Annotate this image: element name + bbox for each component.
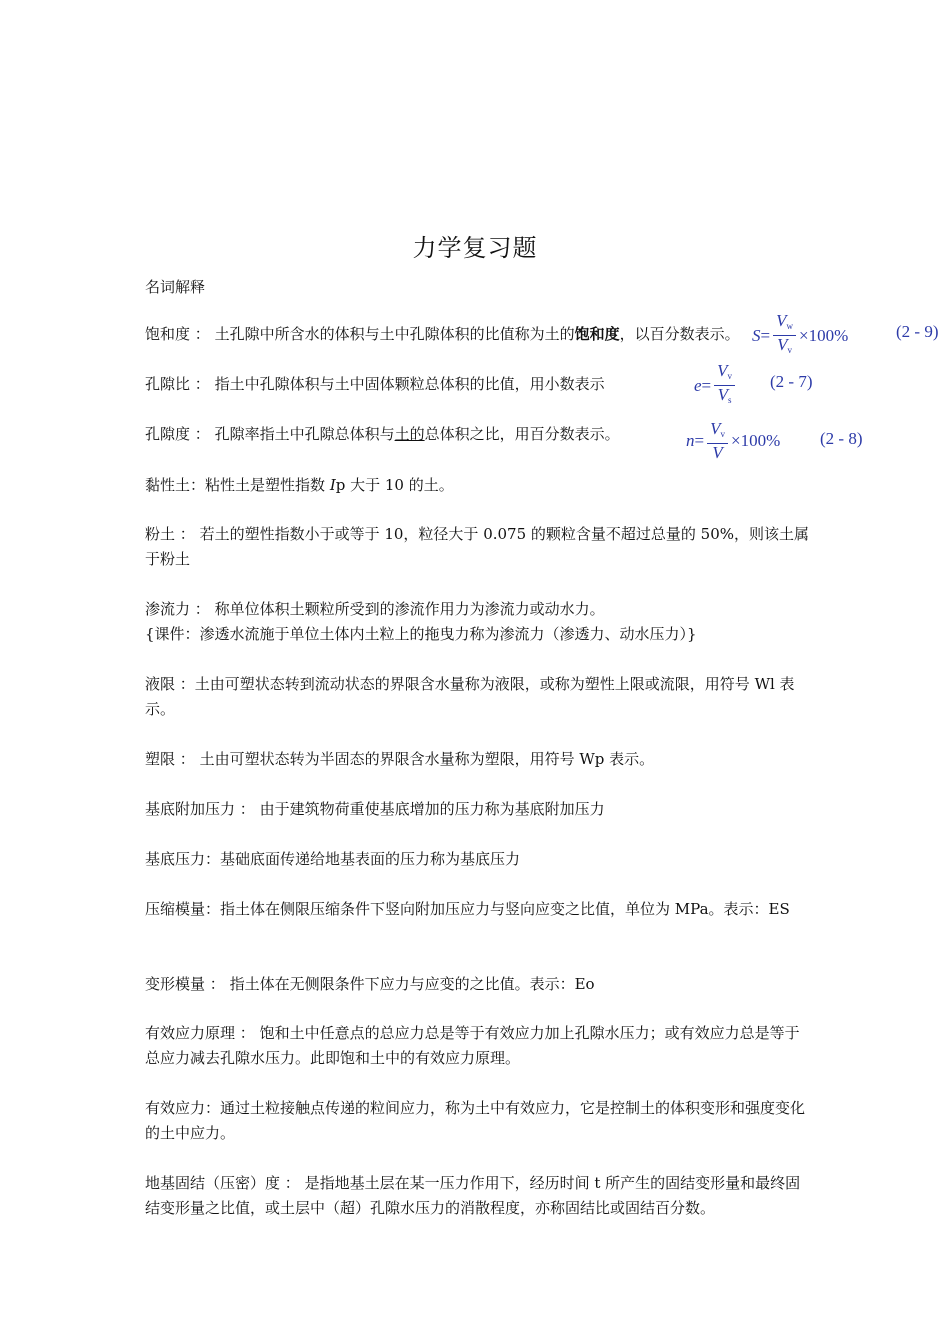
term: 液限 (145, 675, 176, 693)
formula-saturation: S = $\frac{V_w}{V_v}$ ×100% (752, 312, 848, 359)
formula-void-ratio: e = $\frac{V_v}{V_s}$ (694, 362, 738, 409)
term: 塑限 (145, 750, 176, 768)
page-title: 力学复习题 (412, 234, 538, 262)
term: 孔隙度 (145, 425, 191, 443)
underlined-text: 土的 (394, 425, 425, 443)
term: 地基固结（压密）度 (145, 1174, 281, 1192)
term: 压缩模量 (145, 900, 206, 918)
entry-consolidation-degree: 地基固结（压密）度 ： 是指地基土层在某一压力作用下，经历时间 t 所产生的固结变形量和最终固结变形量之比值，或土层中（超）孔隙水压力的消散程度，亦称固结比或固结百分数。 (145, 1174, 801, 1217)
fraction: $\frac{V_v}{V_s}$ (714, 362, 735, 409)
entry-effective-stress: 有效应力：通过土粒接触点传递的粒间应力，称为土中有效应力，它是控制土的体积变形和强度变化的土中应力。 (145, 1099, 806, 1142)
term: 基底附加压力 (145, 800, 236, 818)
term: 有效应力 (145, 1099, 206, 1117)
entry-cohesive-soil: 黏性土：粘性土是塑性指数 Ip 大于 10 的土。 (145, 476, 454, 494)
bold-term: 饱和度 (574, 325, 620, 343)
equation-number: (2 - 8) (820, 429, 863, 448)
term: 变形模量 (145, 975, 206, 993)
entry-liquid-limit: 液限 ：土由可塑状态转到流动状态的界限含水量称为液限，或称为塑性上限或流限，用符号 Wl 表示。 (145, 675, 795, 718)
equation-number: (2 - 7) (770, 372, 813, 391)
entry-deformation-modulus: 变形模量 ： 指土体在无侧限条件下应力与应变的之比值。表示：Eo (145, 975, 595, 993)
term: 有效应力原理 (145, 1024, 236, 1042)
entry-plastic-limit: 塑限 ： 土由可塑状态转为半固态的界限含水量称为塑限，用符号 Wp 表示。 (145, 750, 655, 768)
term: 饱和度 (145, 325, 191, 343)
entry-base-pressure: 基底压力：基础底面传递给地基表面的压力称为基底压力 (145, 850, 521, 868)
entry-porosity: 孔隙度 ： 孔隙率指土中孔隙总体积与土的总体积之比，用百分数表示。 (145, 425, 620, 443)
term: 基底压力 (145, 850, 206, 868)
term: 孔隙比 (145, 375, 191, 393)
formula-porosity: n = $\frac{V_v}{V}$ ×100% (686, 419, 781, 462)
entry-effective-stress-principle: 有效应力原理 ： 饱和土中任意点的总应力总是等于有效应力加上孔隙水压力；或有效应力总是等于总应力减去孔隙水压力。此即饱和土中的有效应力原理。 (145, 1024, 800, 1067)
entry-void-ratio: 孔隙比 ： 指土中孔隙体积与土中固体颗粒总体积的比值，用小数表示 (145, 375, 605, 393)
term: 渗流力 (145, 600, 191, 618)
entry-additional-base-pressure: 基底附加压力 ： 由于建筑物荷重使基底增加的压力称为基底附加压力 (145, 800, 605, 818)
entry-compression-modulus: 压缩模量：指土体在侧限压缩条件下竖向附加压应力与竖向应变之比值，单位为 MPa。表示：ES (145, 900, 790, 918)
entry-silt: 粉土 ： 若土的塑性指数小于或等于 10，粒径大于 0.075 的颗粒含量不超过总量的 50%，则该土属于粉土 (145, 525, 810, 568)
entry-seepage-force: 渗流力 ： 称单位体积土颗粒所受到的渗流作用力为渗流力或动水力。 {课件：渗透水流施于单位土体内土粒上的拖曳力称为渗流力（渗透力、动水压力）} (145, 600, 697, 643)
term: 粉土 (145, 525, 176, 543)
fraction: $\frac{V_v}{V}$ (707, 420, 728, 462)
term: 黏性土 (145, 476, 191, 494)
section-heading: 名词解释 (145, 278, 206, 296)
courseware-note: {课件：渗透水流施于单位土体内土粒上的拖曳力称为渗流力（渗透力、动水压力）} (145, 625, 697, 643)
entry-saturation: 饱和度 ： 土孔隙中所含水的体积与土中孔隙体积的比值称为土的饱和度，以百分数表示。 (145, 325, 740, 343)
equation-number: (2 - 9) (896, 322, 939, 341)
fraction: $\frac{V_w}{V_v}$ (773, 312, 796, 359)
